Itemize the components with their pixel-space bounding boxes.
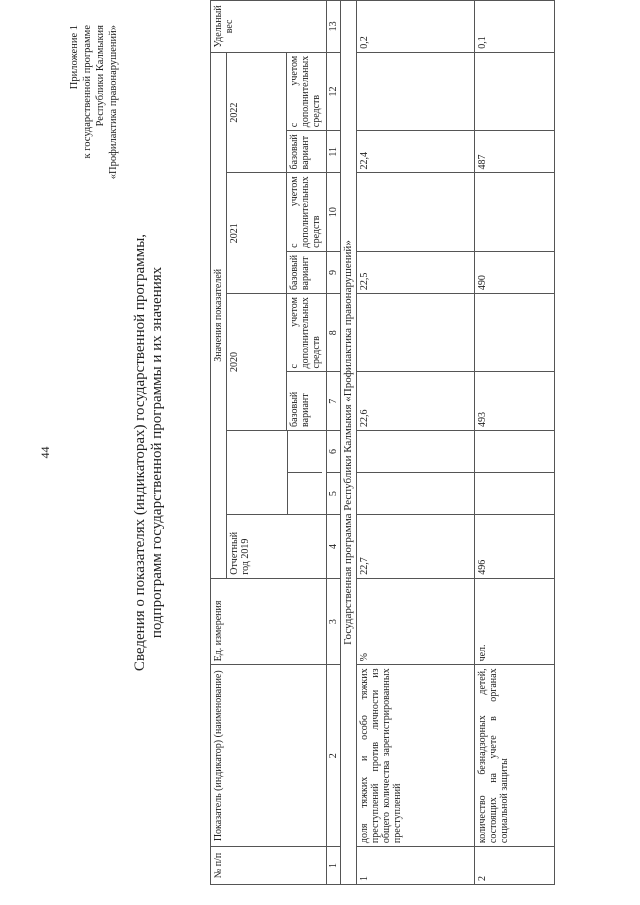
header-weight: Удельный вес [211, 1, 327, 53]
header-year-2021: 2021 [227, 173, 287, 294]
document-title [132, 0, 166, 905]
row-num: 1 [357, 847, 475, 885]
column-number: 4 [327, 515, 341, 579]
row-extra-2021 [475, 173, 555, 251]
appendix-line: «Профилактика правонарушений» [108, 25, 119, 180]
header-empty-block [227, 430, 327, 514]
row-c5 [357, 473, 475, 515]
appendix-line: Республики Калмыкия [95, 25, 106, 127]
appendix-line: к государственной программе [82, 25, 93, 159]
row-report: 22,7 [357, 515, 475, 579]
header-year-2020: 2020 [227, 294, 287, 431]
title-line: Сведения о показателях (индикаторах) государственной программы, [132, 233, 148, 672]
column-number: 6 [327, 430, 341, 472]
header-indicator: Показатель (индикатор) (наименование) [211, 665, 327, 847]
appendix-note [68, 25, 120, 285]
column-number: 10 [327, 173, 341, 251]
appendix-line: Приложение 1 [69, 25, 80, 90]
row-indicator: количество безнадзорных детей, состоящих на учете в органах социальной защиты [475, 665, 555, 847]
row-c6 [357, 430, 475, 472]
title-line: подпрограмм государственной программы и их значениях [149, 266, 165, 639]
row-extra-2022 [357, 52, 475, 130]
row-indicator: доля тяжких и особо тяжких преступлений против личности из общего количества зарегистрированных преступлений [357, 665, 475, 847]
header-extra-2020: с учетом дополнительных средств [287, 294, 327, 372]
indicators-table [210, 0, 555, 885]
page-number: 44 [38, 446, 52, 459]
row-unit: % [357, 578, 475, 665]
row-base-2020: 493 [475, 372, 555, 430]
column-number: 13 [327, 1, 341, 53]
header-unit: Ед. измерения [211, 578, 327, 665]
row-weight: 0,1 [475, 1, 555, 53]
header-extra-2021: с учетом дополнительных средств [287, 173, 327, 251]
column-number: 9 [327, 251, 341, 293]
row-extra-2020 [357, 294, 475, 372]
header-base-2021: базовый вариант [287, 251, 327, 293]
column-number: 11 [327, 131, 341, 173]
row-base-2022: 487 [475, 131, 555, 173]
header-report-year: Отчетный год 2019 [227, 515, 327, 579]
row-weight: 0,2 [357, 1, 475, 53]
column-number: 12 [327, 52, 341, 130]
column-number-row [327, 1, 341, 885]
header-base-2020: базовый вариант [287, 372, 327, 430]
row-report: 496 [475, 515, 555, 579]
row-base-2020: 22,6 [357, 372, 475, 430]
header-year-2022: 2022 [227, 52, 287, 173]
header-base-2022: базовый вариант [287, 131, 327, 173]
row-extra-2021 [357, 173, 475, 251]
row-base-2022: 22,4 [357, 131, 475, 173]
column-number: 7 [327, 372, 341, 430]
header-values: Значения показателей [211, 52, 227, 578]
table-row [475, 1, 555, 885]
row-extra-2020 [475, 294, 555, 372]
column-number: 8 [327, 294, 341, 372]
row-unit: чел. [475, 578, 555, 665]
column-number: 2 [327, 665, 341, 847]
table-row [357, 1, 475, 885]
row-base-2021: 490 [475, 251, 555, 293]
row-num: 2 [475, 847, 555, 885]
row-base-2021: 22,5 [357, 251, 475, 293]
column-number: 3 [327, 578, 341, 665]
row-c6 [475, 430, 555, 472]
row-extra-2022 [475, 52, 555, 130]
program-group-title: Государственная программа Республики Калмыкия «Профилактика правонарушений» [341, 1, 357, 885]
row-c5 [475, 473, 555, 515]
header-num: № п/п [211, 847, 327, 885]
column-number: 5 [327, 473, 341, 515]
header-extra-2022: с учетом дополнительных средств [287, 52, 327, 130]
column-number: 1 [327, 847, 341, 885]
